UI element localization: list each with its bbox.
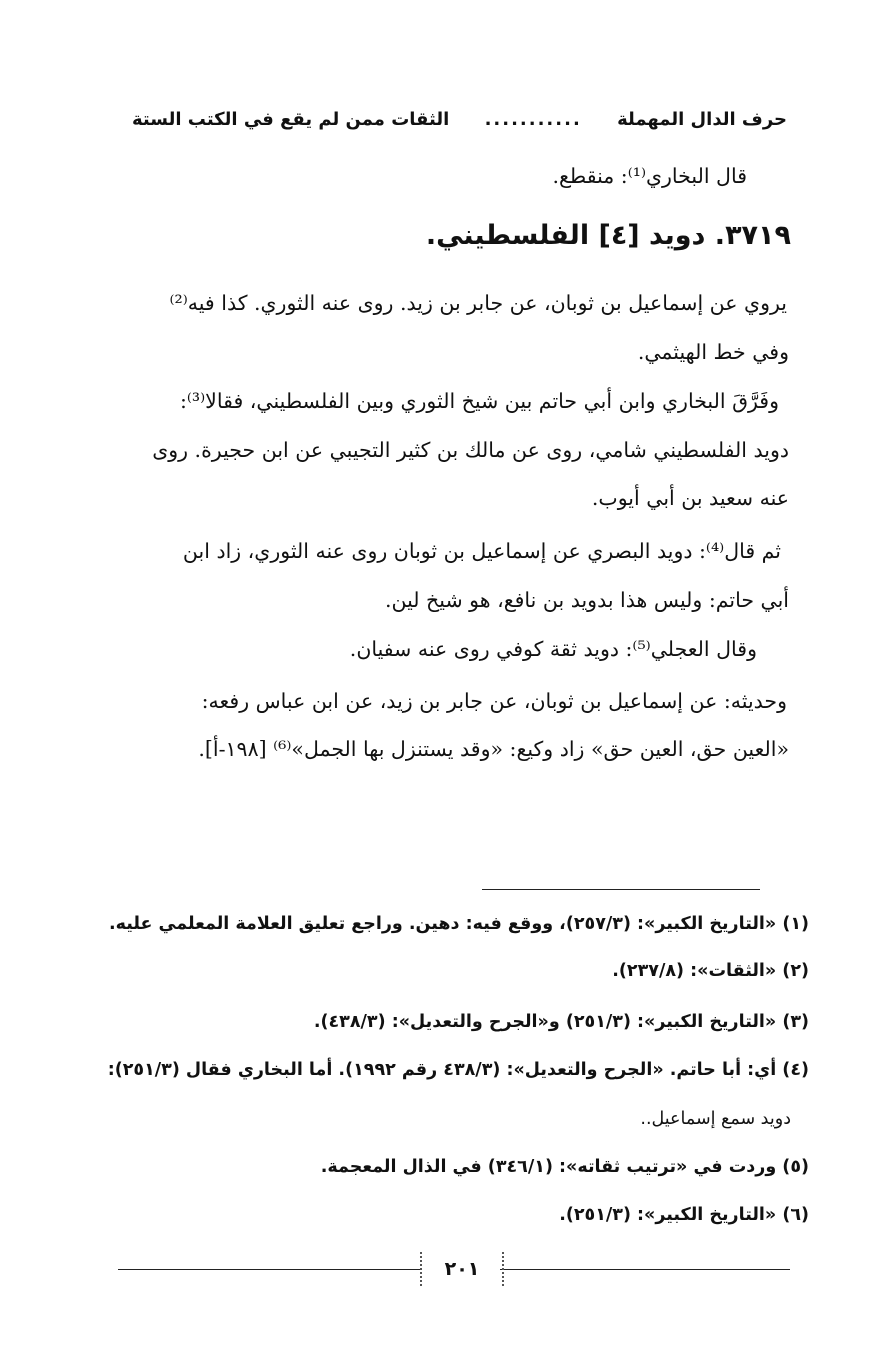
- footnote-4: (٤) أي: أبا حاتم. «الجرح والتعديل»: (٤٣٨/٣ رقم ١٩٩٢). أما البخاري فقال (٢٥١/٣):: [107, 1060, 809, 1080]
- footnote-2: (٢) «الثقات»: (٢٣٧/٨).: [612, 961, 809, 981]
- footnote-separator: [482, 889, 760, 890]
- page-number: ٢٠١: [420, 1252, 504, 1286]
- footnote-6: (٦) «التاريخ الكبير»: (٢٥١/٣).: [559, 1205, 809, 1225]
- header-dots: ...........: [484, 108, 582, 130]
- entry-title: ٣٧١٩. دويد [٤] الفلسطيني.: [425, 220, 791, 251]
- paragraph-5-line-2: «العين حق، العين حق» زاد وكيع: «وقد يستنزل بها الجمل»⁽⁶⁾ [١٩٨-أ].: [198, 737, 789, 761]
- paragraph-5-line-1: وحديثه: عن إسماعيل بن ثوبان، عن جابر بن زيد، عن ابن عباس رفعه:: [201, 689, 787, 713]
- body-line-1: قال البخاري⁽¹⁾: منقطع.: [552, 164, 747, 188]
- paragraph-2-line-2: دويد الفلسطيني شامي، روى عن مالك بن كثير التجيبي عن ابن حجيرة. روى: [152, 438, 789, 462]
- footnote-4-continuation: دويد سمع إسماعيل..: [640, 1109, 791, 1129]
- footnote-5: (٥) وردت في «ترتيب ثقاته»: (٣٤٦/١) في الذال المعجمة.: [320, 1157, 809, 1177]
- footnote-3: (٣) «التاريخ الكبير»: (٢٥١/٣) و«الجرح والتعديل»: (٤٣٨/٣).: [313, 1012, 809, 1032]
- paragraph-2-line-3: عنه سعيد بن أبي أيوب.: [591, 486, 789, 510]
- paragraph-3-line-2: أبي حاتم: وليس هذا بدويد بن نافع، هو شيخ لين.: [384, 588, 789, 612]
- header-chapter-title: حرف الدال المهملة: [617, 108, 787, 130]
- paragraph-2-line-1: وفَرَّقَ البخاري وابن أبي حاتم بين شيخ الثوري وبين الفلسطيني، فقالا⁽³⁾:: [179, 389, 779, 413]
- paragraph-4-line-1: وقال العجلي⁽⁵⁾: دويد ثقة كوفي روى عنه سفيان.: [349, 637, 757, 661]
- paragraph-3-line-1: ثم قال⁽⁴⁾: دويد البصري عن إسماعيل بن ثوبان روى عنه الثوري، زاد ابن: [182, 539, 781, 563]
- bottom-rule-left: [118, 1269, 420, 1270]
- header-book-title: الثقات ممن لم يقع في الكتب الستة: [132, 108, 450, 130]
- paragraph-1-line-2: وفي خط الهيثمي.: [637, 340, 789, 364]
- footnote-1: (١) «التاريخ الكبير»: (٢٥٧/٣)، ووقع فيه: دهين. وراجع تعليق العلامة المعلمي عليه.: [108, 914, 809, 934]
- bottom-rule-right: [500, 1269, 790, 1270]
- paragraph-1-line-1: يروي عن إسماعيل بن ثوبان، عن جابر بن زيد. روى عنه الثوري. كذا فيه⁽²⁾: [169, 291, 787, 315]
- running-header: [132, 104, 787, 134]
